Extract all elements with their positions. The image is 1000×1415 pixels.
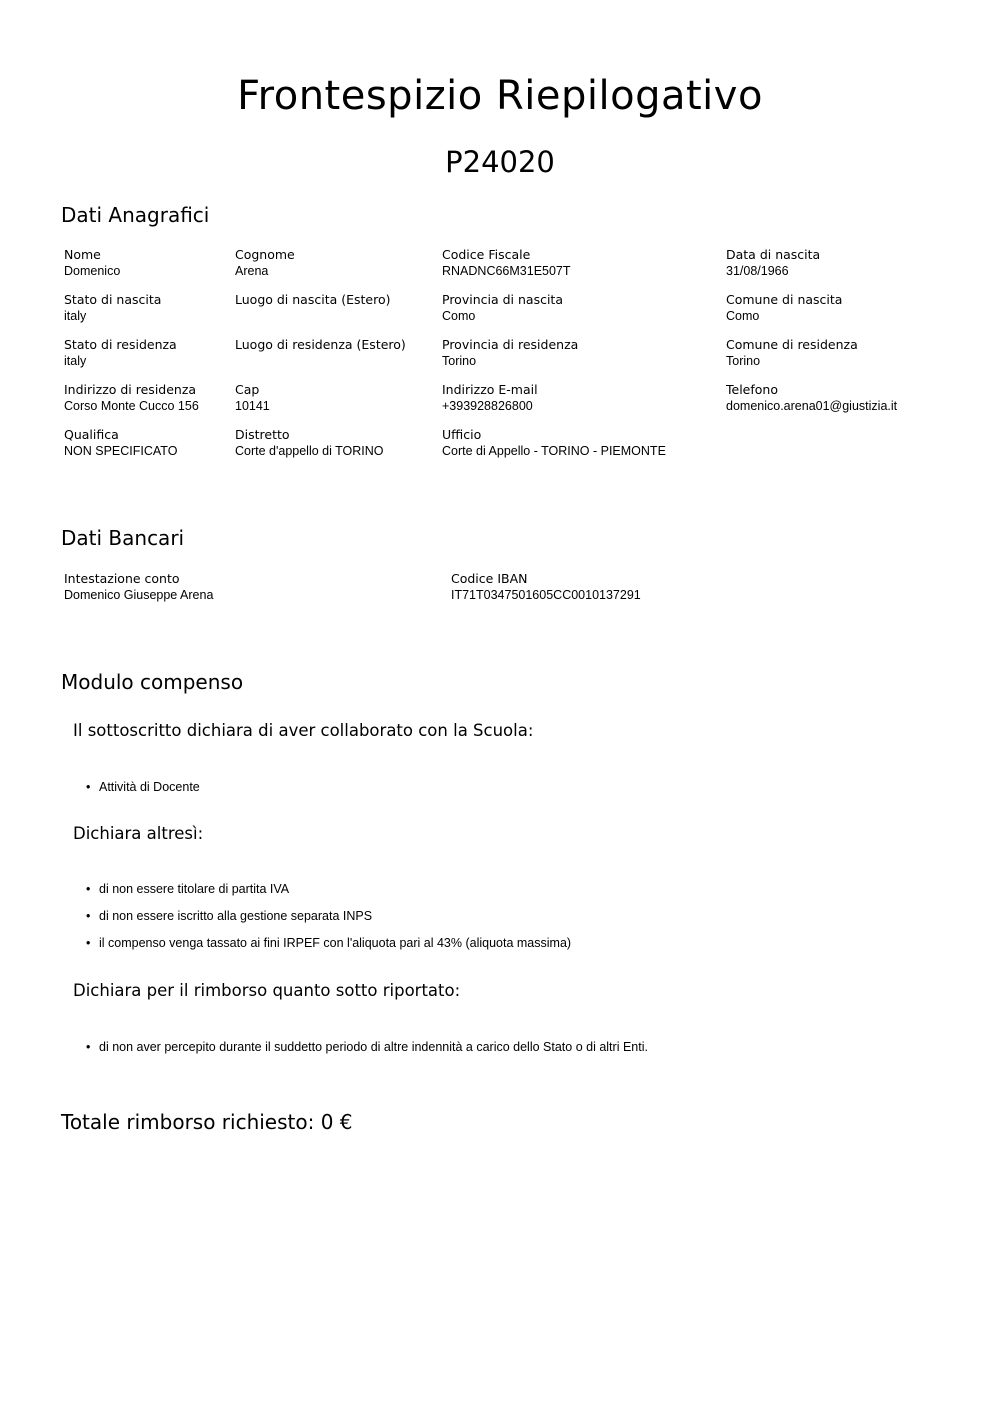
field-label: Telefono — [726, 382, 778, 397]
field-value: Como — [442, 309, 476, 323]
field-label: Codice IBAN — [451, 571, 528, 586]
field-value: Torino — [442, 354, 477, 368]
list-item: • il compenso venga tassato ai fini IRPEF con l'aliquota pari al 43% (aliquota massima) — [86, 936, 572, 950]
field-label: Data di nascita — [726, 247, 821, 262]
field-telefono — [726, 381, 897, 415]
field-label: Provincia di residenza — [442, 337, 579, 352]
field-luogo-nascita-estero — [235, 291, 391, 308]
bullet-icon: • — [86, 936, 91, 950]
list-altresi — [86, 881, 571, 962]
field-nome — [64, 246, 120, 280]
field-value: Como — [726, 309, 760, 323]
field-value: NON SPECIFICATO — [64, 444, 178, 458]
document-code: P24020 — [445, 145, 555, 179]
field-codice-iban — [451, 570, 641, 604]
field-label: Luogo di nascita (Estero) — [235, 292, 391, 307]
field-value: RNADNC66M31E507T — [442, 264, 571, 278]
field-label: Luogo di residenza (Estero) — [235, 337, 406, 352]
subtitle-rimborso: Dichiara per il rimborso quanto sotto riportato: — [73, 981, 461, 1000]
field-codice-fiscale — [442, 246, 571, 280]
field-value: IT71T0347501605CC0010137291 — [451, 588, 641, 602]
field-luogo-residenza-estero — [235, 336, 406, 353]
field-indirizzo-residenza — [64, 381, 199, 415]
field-provincia-residenza — [442, 336, 578, 370]
field-comune-residenza — [726, 336, 858, 370]
section-title-bancari: Dati Bancari — [61, 526, 185, 550]
subtitle-altresi: Dichiara altresì: — [73, 824, 204, 843]
field-value: Arena — [235, 264, 269, 278]
field-label: Distretto — [235, 427, 290, 442]
list-item: • Attività di Docente — [86, 780, 200, 794]
field-label: Ufficio — [442, 427, 482, 442]
section-title-modulo: Modulo compenso — [61, 670, 244, 694]
field-label: Cap — [235, 382, 260, 397]
field-value: Torino — [726, 354, 761, 368]
list-item: • di non aver percepito durante il suddetto periodo di altre indennità a carico dello Stato o di altri Enti. — [86, 1040, 648, 1054]
field-value: domenico.arena01@giustizia.it — [726, 399, 898, 413]
field-label: Stato di residenza — [64, 337, 177, 352]
field-label: Cognome — [235, 247, 295, 262]
field-cap — [235, 381, 270, 415]
field-stato-residenza — [64, 336, 177, 370]
field-value: Domenico — [64, 264, 121, 278]
list-item: • di non essere titolare di partita IVA — [86, 882, 290, 896]
field-value: Corte d'appello di TORINO — [235, 444, 384, 458]
field-label: Intestazione conto — [64, 571, 180, 586]
bullet-icon: • — [86, 780, 91, 794]
field-email — [442, 381, 538, 415]
field-value: Corte di Appello - TORINO - PIEMONTE — [442, 444, 666, 458]
bullet-icon: • — [86, 1040, 91, 1054]
field-distretto — [235, 426, 384, 460]
list-rimborso — [86, 1039, 648, 1066]
document-title: Frontespizio Riepilogativo — [237, 73, 763, 119]
bullet-icon: • — [86, 909, 91, 923]
field-value: Domenico Giuseppe Arena — [64, 588, 214, 602]
field-data-nascita — [726, 246, 820, 280]
field-intestazione-conto — [64, 570, 213, 604]
field-cognome — [235, 246, 295, 280]
field-value: 31/08/1966 — [726, 264, 789, 278]
field-qualifica — [64, 426, 177, 460]
field-label: Comune di residenza — [726, 337, 858, 352]
field-ufficio — [442, 426, 666, 460]
list-item: • di non essere iscritto alla gestione separata INPS — [86, 909, 373, 923]
field-label: Indirizzo di residenza — [64, 382, 197, 397]
field-stato-nascita — [64, 291, 161, 325]
field-label: Stato di nascita — [64, 292, 162, 307]
field-label: Codice Fiscale — [442, 247, 531, 262]
field-value: italy — [64, 354, 87, 368]
field-label: Indirizzo E-mail — [442, 382, 538, 397]
bullet-icon: • — [86, 882, 91, 896]
field-comune-nascita — [726, 291, 842, 325]
field-label: Provincia di nascita — [442, 292, 563, 307]
field-label: Comune di nascita — [726, 292, 843, 307]
field-value: 10141 — [235, 399, 270, 413]
subtitle-collaborazione: Il sottoscritto dichiara di aver collaborato con la Scuola: — [73, 721, 534, 740]
list-collaborazione — [86, 779, 200, 806]
field-value: Corso Monte Cucco 156 — [64, 399, 199, 413]
field-value: +393928826800 — [442, 399, 533, 413]
field-provincia-nascita — [442, 291, 563, 325]
field-label: Nome — [64, 247, 101, 262]
section-title-anagrafica: Dati Anagrafici — [61, 203, 210, 227]
field-value: italy — [64, 309, 87, 323]
field-label: Qualifica — [64, 427, 119, 442]
totale-rimborso: Totale rimborso richiesto: 0 € — [61, 1110, 353, 1134]
